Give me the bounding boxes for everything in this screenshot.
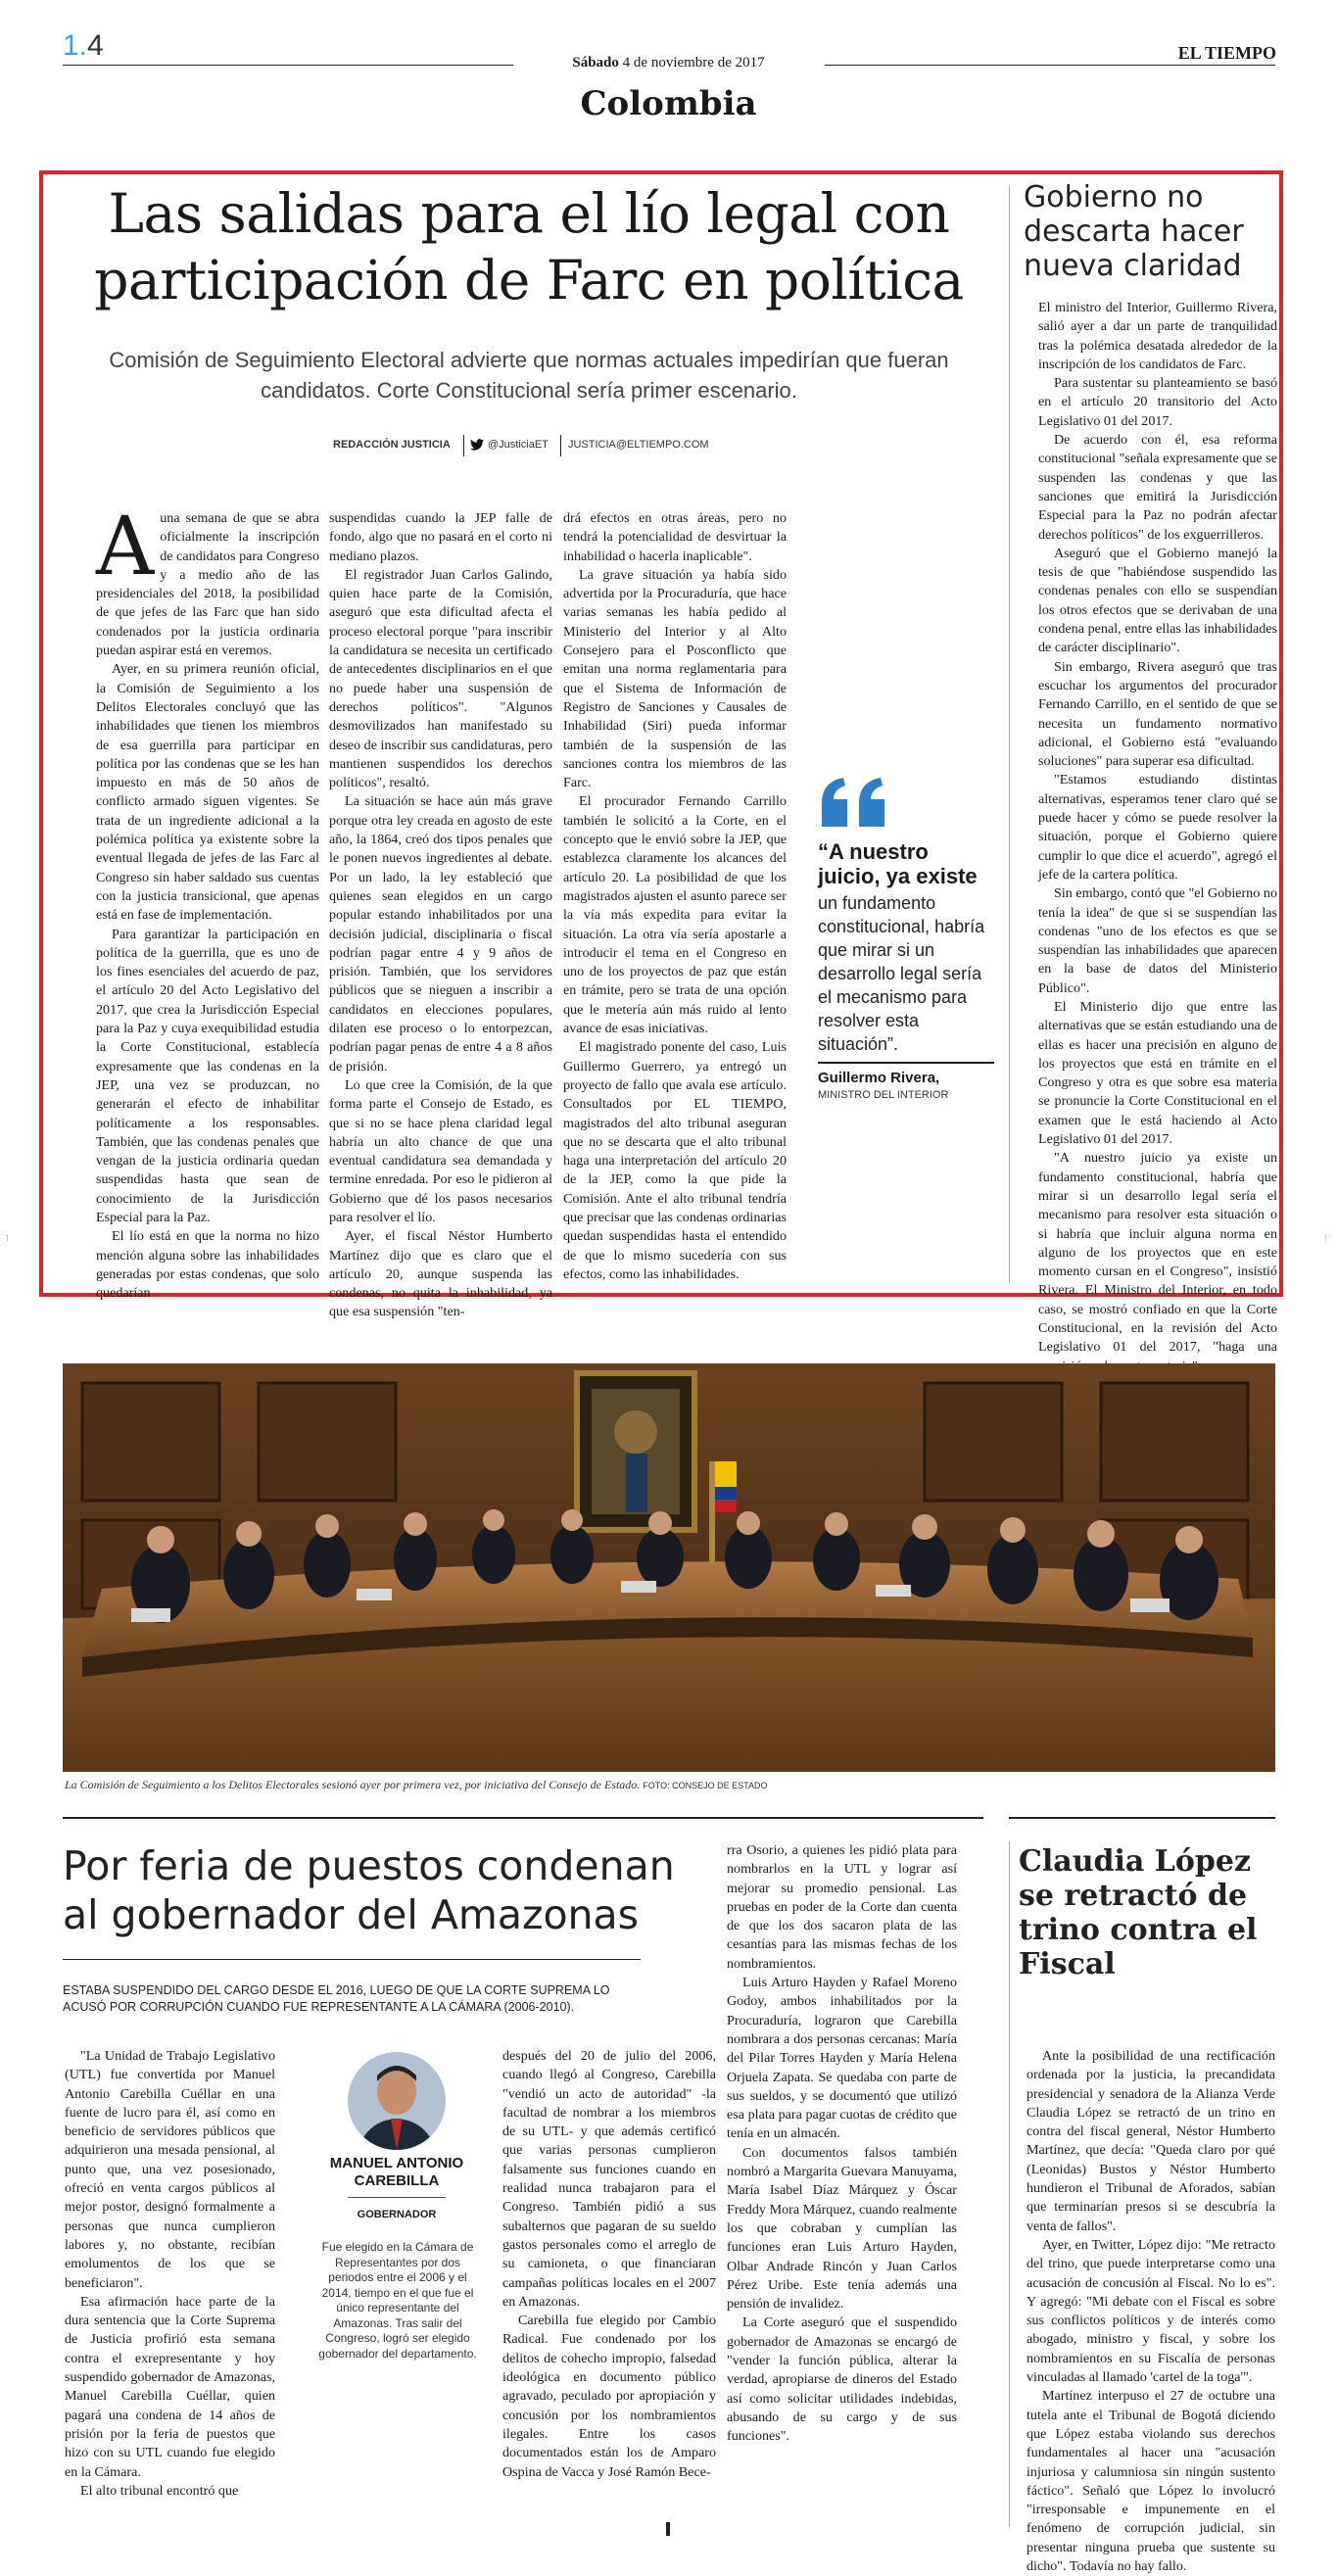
- main-dek: Comisión de Seguimiento Electoral advierte que normas actuales impedirían que fueran candidatos. Corte Constitucional sería primer escenario.: [109, 348, 949, 403]
- pull-quote-role: MINISTRO DEL INTERIOR: [818, 1089, 949, 1101]
- sidebar-column: [1038, 299, 1277, 1376]
- paragraph: Lo que cree la Comisión, de la que forma parte el Consejo de Estado, es que si no se hace plena claridad legal habría un alto chance de que una eventual candidatura sea demandada y termine enredada. Por eso le pidieron al Gobierno que dé los pasos necesarios para resolver el lío.: [329, 1076, 552, 1225]
- byline-desk: REDACCIÓN JUSTICIA: [333, 439, 451, 451]
- paragraph: El ministro del Interior, Guillermo Rivera, salió ayer a dar un parte de tranquilidad tras la polémica desatada alrededor de la inscripción de los candidatos de Farc.: [1038, 300, 1277, 372]
- sidebar2-headline: Claudia López se retractó de trino contra el Fiscal: [1019, 1844, 1258, 1981]
- fold-mark: [666, 2522, 670, 2536]
- paragraph: Esa afirmación hace parte de la dura sentencia que la Corte Suprema de Justicia profirió esta semana contra el exrepresentante y hoy suspendido gobernador de Amazonas, Manuel Carebilla Cuéllar, quien pagará una condena de 14 años de prisión por la feria de puestos que hizo con su UTL cuando fue elegido en la Cámara.: [65, 2293, 275, 2480]
- paragraph: rra Osorio, a quienes les pidió plata para nombrarlos en la UTL y lograr así mejorar su promedio pensional. Las pruebas en poder de la Corte dan cuenta de que los dos sacaron plata de las cesantías para las mismas fechas de los nombramientos.: [727, 1842, 957, 1972]
- dek-rule: [63, 1959, 641, 1960]
- paragraph: El registrador Juan Carlos Galindo, quien hace parte de la Comisión, aseguró que esta dificultad afecta el proceso electoral porque "para inscribir la candidatura se necesita un certificado de antecedentes disciplinarios en el que no puede haber una suspensión de derechos políticos". "Algunos desmovilizados han manifestado su deseo de inscribir sus candidaturas, pero mantienen suspendidos los derechos políticos", resaltó.: [329, 566, 552, 791]
- paragraph: El magistrado ponente del caso, Luis Guillermo Guerrero, ya entregó un proyecto de fallo que avala ese artículo. Consultados por EL TIEMPO, magistrados del alto tribunal aseguran que no se descarta que el alto tribunal haga una interpretación del artículo 20 de la JEP, como la que pide la Comisión. Ante el alto tribunal tendría que precisar que las condenas ordinarias quedan suspendidas hasta el entendido de que lo mismo sucedería con sus efectos, como las inhabilidades.: [563, 1039, 787, 1282]
- sidebar-headline: Gobierno no descarta hacer nueva claridad: [1024, 180, 1244, 283]
- paragraph: Con documentos falsos también nombró a Margarita Guevara Manuyama, María Isabel Díaz Márquez y Óscar Freddy Mora Márquez, cuando realmente los que cobraban y cumplían las funciones eran Luis Arturo Hayden, Olbar Andrade Rincón y Juan Carlos Pérez Uribe. Este tenía además una pensión de invalidez.: [727, 2144, 957, 2313]
- paragraph: suspendidas cuando la JEP falle de fondo, algo que no pasará en el corto ni mediano plazos.: [329, 510, 552, 564]
- paragraph: El Ministerio dijo que entre las alternativas que se están estudiando una de ellas es hacer una precisión en alguno de los proyectos que está en trámite en el Congreso y otra es que sobre esa materia se pronuncie la Corte Constitucional en el examen que le está haciendo al Acto Legislativo 01 del 2017.: [1038, 998, 1277, 1148]
- paragraph: después del 20 de julio del 2006, cuando llegó al Congreso, Carebilla "vendió un acto de autoridad" -la facultad de nombrar a los miembros de su UTL- y que además certificó que varias personas cumplieron falsamente sus funciones cuando en realidad nunca trabajaron para el Congreso. También pidió a sus subalternos que pagaran de su sueldo gastos personales como el arreglo de su camioneta, o que financiaran campañas políticas locales en el 2007 en Amazonas.: [502, 2048, 716, 2310]
- paragraph: El procurador Fernando Carrillo también le solicitó a la Corte, en el concepto que le envió sobre la JEP, que establezca claramente los alcances del artículo 20. La posibilidad de que los magistrados ajusten el asunto parece ser la vía más expedita para evitar la situación. La otra vía sería apostarle a introducir el tema en el Congreso en uno de los proyectos de paz que están en trámite, pero se trata de una opción que le metería aún más ruido al lento avance de esas iniciativas.: [563, 793, 787, 1037]
- pull-quote-lead: “A nuestro juicio, ya existe: [818, 839, 978, 888]
- paragraph: Para sustentar su planteamiento se basó en el artículo 20 transitorio del Acto Legislativo 01 del 2017.: [1038, 375, 1277, 429]
- main-column-1: Auna semana de que se abra oficialmente la inscripción de candidatos para Congreso y a medio año de las presidenciales del 2018, la posibilidad de que jefes de las Farc que han sido condenados por la justicia ordinaria puedan aspirar está en veremos. Ayer, en su primera reunión oficial, la Comisión de Seguimiento a los Delitos Electorales concluyó que las inhabilidades que tienen los miembros de esa guerrilla para participar en política por las condenas que se les han impuesto en más de 50 años de conflicto armado siguen vigentes. Se trata de un ingrediente adicional a la polémica política ya existente sobre la eventual llegada de jefes de las Farc al Congreso sin haber saldado sus cuentas con la justicia transicional, que apenas está en fase de implementación. Para garantizar la participación en política de la guerrilla, que es uno de los fines esenciales del acuerdo de paz, el artículo 20 del Acto Legislativo del 2017, que crea la Jurisdicción Especial para la Paz y cuya exequibilidad estudia la Corte Constitucional, establecía expresamente que las condenas en la JEP, una vez se produzcan, no generarán el efecto de inhabilitar políticamente a los responsables. También, que las condenas penales que vengan de la justicia ordinaria quedan suspendidas hasta que sean de conocimiento de la Jurisdicción Especial para la Paz. El lío está en que la norma no hizo mención alguna sobre las inhabilidades generadas por estas condenas, que solo quedarían: [96, 509, 319, 1303]
- paragraph: Carebilla fue elegido por Cambio Radical. Fue condenado por los delitos de cohecho impropio, falsedad ideológica en documento público agravado, peculado por apropiación y concusión por los nombramientos ilegales. Entre los casos documentados están los de Amparo Ospina de Vacca y José Ramón Bece-: [502, 2313, 716, 2480]
- quote-icon: [818, 774, 896, 833]
- sidebar2-column: [1027, 2047, 1275, 2576]
- byline-separator: [560, 435, 561, 456]
- second-column-2: [502, 2047, 716, 2482]
- paragraph: drá efectos en otras áreas, pero no tendrá la potencialidad de desvirtuar la inhabilidad o hacerla inaplicable".: [563, 510, 787, 564]
- second-column-1: [65, 2047, 275, 2501]
- main-column-3: [563, 509, 787, 1284]
- paragraph: El lío está en que la norma no hizo mención alguna sobre las inhabilidades generadas por estas condenas, que solo quedarían: [96, 1228, 319, 1302]
- pull-quote-author: Guillermo Rivera,: [818, 1070, 940, 1086]
- page-number: 1.4: [63, 29, 104, 62]
- paragraph: Para garantizar la participación en política de la guerrilla, que es uno de los fines esenciales del acuerdo de paz, el artículo 20 del Acto Legislativo del 2017, que crea la Jurisdicción Especial para la Paz y cuya exequibilidad estudia la Corte Constitucional, establecía expresamente que las condenas en la JEP, una vez se produzcan, no generarán el efecto de inhabilitar políticamente a los responsables. También, que las condenas penales que vengan de la justicia ordinaria quedan suspendidas hasta que sean de conocimiento de la Jurisdicción Especial para la Paz.: [96, 926, 319, 1225]
- paragraph: "A nuestro juicio ya existe un fundamento constitucional, habría que mirar si un desarrollo legal sería el mecanismo para resolver esta situación o si habría que incluir alguna norma en alguno de los proyectos que en este momento cursan en el Congreso", insistió Rivera. El Ministro del Interior, en todo caso, se mostró confiado en que la Corte Constitucional, en la revisión del Acto Legislativo 01 del 2017, "haga una: [1038, 1150, 1277, 1356]
- byline-separator: [463, 435, 464, 456]
- paragraph: La situación se hace aún más grave porque otra ley creada en agosto de este año, la 1864, creó dos tipos penales que le ponen nuevos ingredientes al debate. Por un lado, la ley estableció que quienes sean elegidos en un cargo popular estando inhabilitados por una decisión judicial, disciplinaria o fiscal podrían pagar entre 4 y 9 años de prisión. También, que los servidores públicos que se nieguen a inscribir a candidatos en elecciones populares, dilaten ese proceso o lo entorpezcan, podrían pagar penas de entre 4 a 8 años de prisión.: [329, 793, 552, 1074]
- section-rule: [63, 1817, 983, 1819]
- sidebar-divider: [1009, 1841, 1010, 2527]
- paragraph: "La Unidad de Trabajo Legislativo (UTL) fue convertida por Manuel Antonio Carebilla Cuéllar en una fuente de lucro para él, así como en beneficio de servidores públicos que adquirieron una mesada pensional, al punto que, una vez posesionado, ofreció en venta cargos públicos al mejor postor, designó formalmente a personas que nunca cumplieron labores y, no obstante, recibían emolumentos de los que se beneficiaron".: [65, 2048, 275, 2291]
- profile-name: MANUEL ANTONIO CAREBILLA: [329, 2155, 464, 2189]
- pull-quote-text: un fundamento constitucional, habría que mirar si un desarrollo legal sería el mecanismo para resolver esta situación”.: [818, 893, 985, 1054]
- issue-date: Sábado 4 de noviembre de 2017: [572, 55, 765, 71]
- second-dek: ESTABA SUSPENDIDO DEL CARGO DESDE EL 2016, LUEGO DE QUE LA CORTE SUPREMA LO ACUSÓ POR CORRUPCIÓN CUANDO FUE REPRESENTANTE A LA CÁMARA (2006-2010).: [63, 1983, 610, 2014]
- paragraph: Ayer, en su primera reunión oficial, la Comisión de Seguimiento a los Delitos Electorales concluyó que las inhabilidades que tienen los miembros de esa guerrilla para participar en política por las condenas que se les han impuesto en más de 50 años de conflicto armado siguen vigentes. Se trata de un ingrediente adicional a la polémica política ya existente sobre la eventual llegada de jefes de las Farc al Congreso sin haber saldado sus cuentas con la justicia transicional, que apenas está en fase de implementación.: [96, 661, 319, 924]
- byline: [333, 435, 725, 456]
- paragraph: Sin embargo, Rivera aseguró que tras escuchar los argumentos del procurador Fernando Carrillo, en el sentido de que se necesita un fundamento normativo adicional, el Gobierno está "evaluando soluciones" para superar esa dificultad.: [1038, 658, 1277, 770]
- main-headline: Las salidas para el lío legal con participación de Farc en política: [94, 182, 964, 311]
- byline-twitter: @JusticiaET: [488, 439, 549, 451]
- paragraph: De acuerdo con él, esa reforma constitucional "señala expresamente que se suspenden las condenas y que las sanciones que emitirá la Jurisdicción Especial para la Paz no podrán afectar derechos políticos" de los exguerrilleros.: [1038, 432, 1277, 543]
- profile-role: GOBERNADOR: [357, 2209, 437, 2220]
- pull-quote-rule: [818, 1062, 994, 1064]
- profile-rule: [348, 2197, 446, 2198]
- second-column-3: [727, 1841, 957, 2447]
- twitter-icon: [470, 439, 484, 451]
- paragraph: "Estamos estudiando distintas alternativas, esperamos tener claro qué se puede hacer y cómo se puede resolver la situación, porque el Gobierno quiere cumplir lo que dice el acuerdo", agregó el jefe de la cartera política.: [1038, 772, 1277, 883]
- second-headline: Por feria de puestos condenan al gobernador del Amazonas: [63, 1842, 675, 1938]
- photo-caption: La Comisión de Seguimiento a los Delitos Electorales sesionó ayer por primera vez, por iniciativa del Consejo de Estado. FOTO: CONSEJO DE ESTADO: [65, 1778, 768, 1791]
- photo-credit: FOTO: CONSEJO DE ESTADO: [643, 1781, 768, 1790]
- paragraph: Luis Arturo Hayden y Rafael Moreno Godoy, ambos inhabilitados por la Procuraduría, lograron que Carebilla nombrara a dos personas cercanas: María del Pilar Torres Hayden y María Helena Orjuela Zapata. Se quedaba con parte de sus sueldos, y se documentó que utilizó esa plata para pagar cuotas de crédito que tenía en un almacén.: [727, 1975, 957, 2142]
- paragraph: Ayer, en Twitter, López dijo: "Me retracto del trino, que puede interpretarse como una acusación de concusión al Fiscal. No lo es". Y agregó: "Mi debate con el Fiscal es sobre sus conflictos políticos y de interés como abogado, ministro y fiscal, y sobre los nombramientos en su Fiscalía de personas vinculadas al llamado 'cartel de la toga'".: [1027, 2236, 1275, 2386]
- paragraph: Ayer, el fiscal Néstor Humberto Martínez dijo que es claro que el artículo 20, aunque suspenda las condenas, no quita la inhabilidad, ya que esa suspensión "ten-: [329, 1228, 552, 1320]
- governor-portrait: [348, 2052, 446, 2150]
- byline-email: JUSTICIA@ELTIEMPO.COM: [568, 439, 709, 451]
- main-column-2: [329, 509, 552, 1322]
- sidebar-divider: [1009, 186, 1010, 1283]
- crop-mark: ⁝: [1324, 1234, 1327, 1244]
- paragraph: El alto tribunal encontró que: [80, 2482, 239, 2499]
- crop-mark: ⁝: [6, 1234, 9, 1244]
- section-rule: [1009, 1817, 1275, 1819]
- paragraph: Ante la posibilidad de una rectificación ordenada por la justicia, la precandidata presidencial y senadora de la Alianza Verde Claudia López se retractó de un trino en contra del fiscal general, Néstor Humberto Martínez, que decía: "Queda claro por qué (Leonidas) Bustos y Néstor Humberto hundieron el Tribunal de Aforados, sabían que terminarían presos si se descubría la venta de fallos".: [1027, 2048, 1275, 2234]
- newspaper-brand: EL TIEMPO: [1177, 43, 1276, 63]
- paragraph: Sin embargo, contó que "el Gobierno no tenía la idea" de que si se suspendían las condenas "uno de los efectos es que se suspendían las inhabilidades que aparecen en la base de datos del Ministerio Público".: [1038, 885, 1277, 996]
- paragraph: La Corte aseguró que el suspendido gobernador de Amazonas se encargó de "vender la función pública, alterar la verdad, apropiarse de dineros del Estado así como solicitar utilidades indebidas, abusando de su cargo y de sus funciones".: [727, 2314, 957, 2445]
- paragraph: La grave situación ya había sido advertida por la Procuraduría, que hace varias semanas les había pedido al Ministerio del Interior y al Alto Consejero para el Posconflicto que emitan una norma reglamentaria para que el Sistema de Información de Registro de Sanciones y Causales de Inhabilidad (Siri) pueda informar también de la suspensión de las sanciones contra los miembros de las Farc.: [563, 566, 787, 791]
- paragraph: Martínez interpuso el 27 de octubre una tutela ante el Tribunal de Bogotá diciendo que López estaba violando sus derechos fundamentales al hacer una "acusación injuriosa y calumniosa sin ningún sustento fáctico". Señaló que López lo involucró "irresponsable e impunemente en el fenómeno de corrupción judicial, sin presentar ninguna prueba que sustente su dicho". Todavía no hay fallo.: [1027, 2388, 1275, 2575]
- commission-meeting-photo: [63, 1363, 1275, 1772]
- profile-bio: Fue elegido en la Cámara de Representantes por dos periodos entre el 2006 y el 2014, tiempo en el que fue el único representante del Amazonas. Tras salir del Congreso, logró ser elegido gobernador del departamento.: [318, 2240, 477, 2361]
- section-title: Colombia: [580, 84, 757, 123]
- paragraph: Aseguró que el Gobierno manejó la tesis de que "habiéndose suspendido las condenas penales con ello se suspendían los otros efectos que se derivaban de una condena penal, entre ellas las inhabilidades de carácter disciplinario".: [1038, 545, 1277, 656]
- drop-cap: A: [96, 501, 155, 594]
